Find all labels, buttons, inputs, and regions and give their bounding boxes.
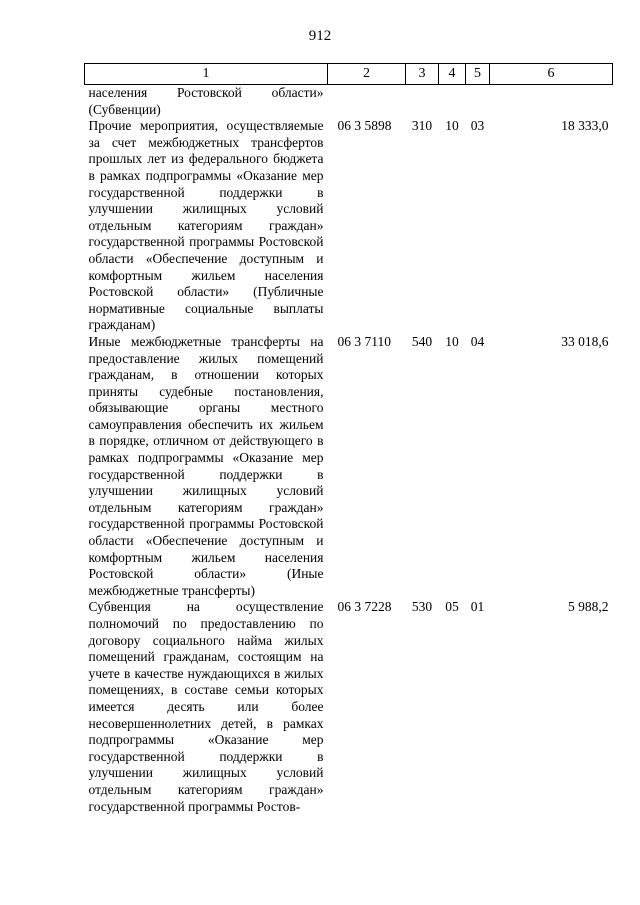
row-pr [466, 85, 490, 119]
row-vr: 530 [411, 599, 433, 615]
row-vr: 540 [411, 333, 433, 349]
row-pr: 01 [470, 599, 485, 615]
row-vr: 310 [411, 118, 433, 134]
row-description: Субвенция на осуществление полномочий по предоставлению по договору социального найма жилых помещений гражданам, состоящим на учете в качестве нуждающихся в жилых помещениях, в составе семьи которых имеется десять или более несовершеннолетних детей, в рамках подпрограммы «Оказание мер государственной поддержки в улучшении жилищных условий отдельным категориям граждан» государственной программы Ростов- [88, 599, 324, 814]
page-number: 912 [308, 28, 332, 44]
row-pr: 04 [470, 333, 485, 349]
row-rz: 10 [445, 333, 459, 349]
budget-table [84, 63, 613, 815]
header-col-2: 2 [328, 64, 406, 85]
row-rz: 05 [445, 599, 459, 615]
row-code [328, 85, 406, 119]
row-vr [406, 85, 439, 119]
header-col-1: 1 [85, 64, 328, 85]
header-col-3: 3 [406, 64, 439, 85]
row-code: 06 3 7110 [337, 333, 391, 349]
row-rz: 10 [445, 118, 459, 134]
table-header [85, 64, 613, 85]
row-code: 06 3 7228 [337, 599, 392, 615]
row-amount: 18 333,0 [561, 118, 609, 134]
row-pr: 03 [470, 118, 485, 134]
row-code: 06 3 5898 [337, 118, 392, 134]
row-amount: 5 988,2 [568, 599, 609, 615]
row-description: населения Ростовской области» (Субвенции) [88, 85, 324, 117]
header-col-5: 5 [466, 64, 490, 85]
row-amount [490, 85, 613, 119]
table-row [85, 118, 613, 334]
row-description: Прочие мероприятия, осуществляемые за счет межбюджетных трансфертов прошлых лет из федерального бюджета в рамках подпрограммы «Оказание мер государственной поддержки в улучшении жилищных условий отдельным категориям граждан» государственной программы Ростовской области «Обеспечение доступным и комфортным жильем населения Ростовской области» (Публичные нормативные социальные выплаты гражданам) [88, 118, 324, 333]
table-row [85, 599, 613, 815]
table-row [85, 334, 613, 600]
header-col-4: 4 [439, 64, 466, 85]
table-row [85, 85, 613, 119]
header-col-6: 6 [490, 64, 613, 85]
row-rz [439, 85, 466, 119]
row-amount: 33 018,6 [561, 333, 609, 349]
row-description: Иные межбюджетные трансферты на предоставление жилых помещений гражданам, в отношении которых приняты судебные постановления, обязывающие органы местного самоуправления обеспечить их жильем в порядке, отличном от действующего в рамках подпрограммы «Оказание мер государственной поддержки в улучшении жилищных условий отдельным категориям граждан» государственной программы Ростовской области «Обеспечение доступным и комфортным жильем населения Ростовской области» (Иные межбюджетные трансферты) [88, 333, 324, 598]
